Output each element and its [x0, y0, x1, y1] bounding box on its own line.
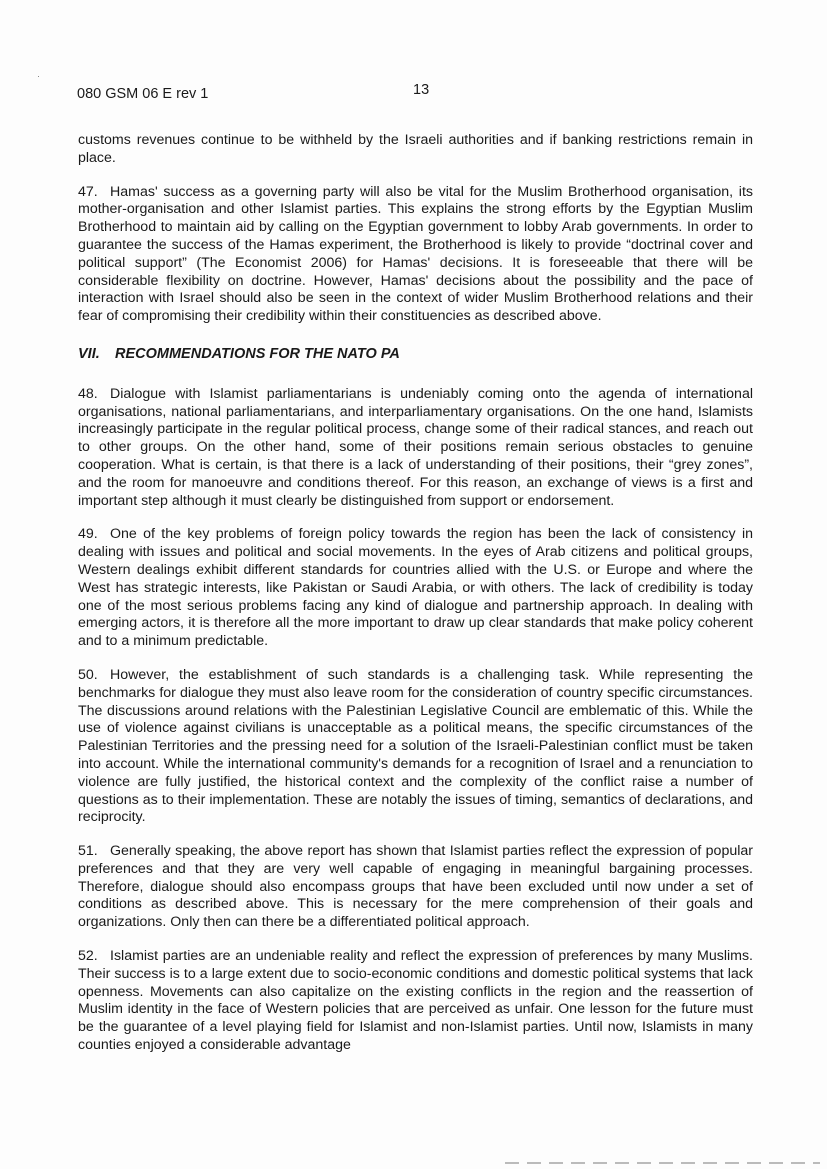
- paragraph-51: [78, 843, 753, 932]
- paragraph-number: 47.: [78, 183, 98, 200]
- paragraph-text: customs revenues continue to be withheld by the Israeli authorities and if banking restrictions remain in place.: [78, 132, 753, 166]
- paragraph-text: However, the establishment of such standards is a challenging task. While representing the benchmarks for dialogue they must also leave room for the consideration of country specific circumstances. The discussions around relations with the Palestinian Legislative Council are emblematic of this. While the use of violence against civilians is unacceptable as a political means, the specific circumstances of the Palestinian Territories and the pressing need for a solution of the Israeli-Palestinian conflict must be taken into account. While the international community's demands for a recognition of Israel and a renunciation to violence are fully justified, the historical context and the complexity of the conflict raise a number of questions as to their implementation. These are notably the issues of timing, semantics of declarations, and reciprocity.: [78, 666, 753, 826]
- paragraph-47: [78, 184, 753, 326]
- paragraph-52: [78, 948, 753, 1055]
- page-header: [77, 82, 757, 102]
- paragraph-number: 50.: [78, 666, 98, 683]
- paragraph-number: 51.: [78, 843, 98, 860]
- paragraph-text: Generally speaking, the above report has shown that Islamist parties reflect the expression of popular preferences and that they are very well capable of engaging in meaningful bargaining processes. Therefore, dialogue should also encompass groups that have been excluded until now under a set of conditions as described above. This is necessary for the mere comprehension of their goals and organizations. Only then can there be a differentiated political approach.: [78, 843, 753, 931]
- continuation-paragraph: [78, 132, 753, 168]
- paragraph-48: [78, 386, 753, 511]
- document-reference: 080 GSM 06 E rev 1: [77, 86, 209, 102]
- document-body: [78, 132, 753, 1071]
- paragraph-number: 49.: [78, 526, 98, 543]
- paragraph-text: Islamist parties are an undeniable reality and reflect the expression of preferences by many Muslims. Their success is to a large extent due to socio-economic conditions and domestic political systems that lack openness. Movements can also capitalize on the existing conflicts in the region and the reassertion of Muslim identity in the face of Western policies that are perceived as unfair. One lesson for the future must be the guarantee of a level playing field for Islamist and non-Islamist parties. Until now, Islamists in many counties enjoyed a considerable advantage: [78, 948, 753, 1054]
- scan-speck: [38, 76, 39, 77]
- section-title: RECOMMENDATIONS FOR THE NATO PA: [115, 345, 400, 362]
- paragraph-number: 52.: [78, 948, 98, 965]
- paragraph-number: 48.: [78, 385, 98, 402]
- section-heading: [78, 346, 753, 364]
- page-number: 13: [413, 82, 430, 98]
- paragraph-text: Dialogue with Islamist parliamentarians is undeniably coming onto the agenda of international organisations, national parliamentarians, and interparliamentary organisations. On the one hand, Islamists increasingly participate in the regular political process, change some of their radical stances, and reach out to other groups. On the other hand, some of their positions remain serious obstacles to genuine cooperation. What is certain, is that there is a lack of understanding of their positions, their “grey zones”, and the room for manoeuvre and conditions thereof. For this reason, an exchange of views is a first and important step although it must clearly be distinguished from support or endorsement.: [78, 385, 753, 509]
- paragraph-49: [78, 526, 753, 651]
- footer-scan-artifact: [505, 1162, 820, 1164]
- paragraph-text: Hamas' success as a governing party will also be vital for the Muslim Brotherhood organisation, its mother-organisation and other Islamist parties. This explains the strong efforts by the Egyptian Muslim Brotherhood to maintain aid by calling on the Egyptian government to lobby Arab governments. In order to guarantee the success of the Hamas experiment, the Brotherhood is likely to provide “doctrinal cover and political support” (The Economist 2006) for Hamas' decisions. It is foreseeable that there will be considerable flexibility on doctrine. However, Hamas' decisions about the possibility and the pace of interaction with Israel should also be seen in the context of wider Muslim Brotherhood relations and their fear of compromising their credibility within their constituencies as described above.: [78, 183, 753, 325]
- section-number: VII.: [78, 345, 100, 362]
- paragraph-50: [78, 667, 753, 827]
- paragraph-text: One of the key problems of foreign policy towards the region has been the lack of consistency in dealing with issues and political and social movements. In the eyes of Arab citizens and political groups, Western dealings exhibit different standards for countries allied with the U.S. or Europe and where the West has strategic interests, like Pakistan or Saudi Arabia, or with others. The lack of credibility is today one of the most serious problems facing any kind of dialogue and partnership approach. In dealing with emerging actors, it is therefore all the more important to draw up clear standards that make policy coherent and to a minimum predictable.: [78, 526, 753, 650]
